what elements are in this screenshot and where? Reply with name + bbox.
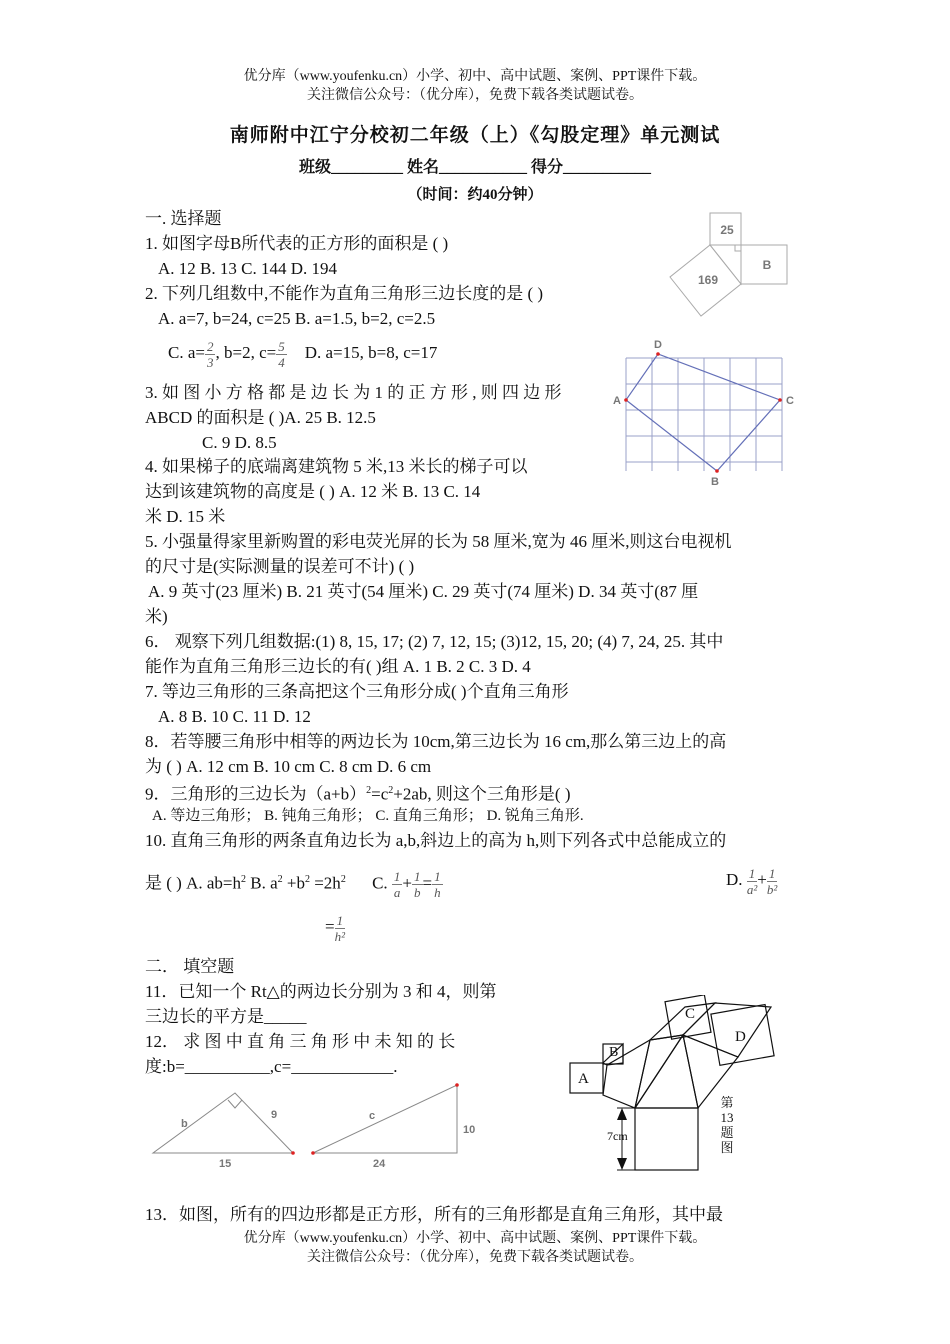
- q10-option-d-rhs: = $\frac{1}{\text{h²}}$: [325, 912, 346, 944]
- fig13-label-d: D: [735, 1029, 746, 1045]
- header-line-1: 优分库（www.youfenku.cn）小学、初中、高中试题、案例、PPT课件下载。: [243, 69, 707, 84]
- q4-line-1: 4. 如果梯子的底端离建筑物 5 米,13 米长的梯子可以: [145, 457, 528, 476]
- fig3-label-d: D: [654, 339, 662, 351]
- fig1-label-25: 25: [720, 223, 734, 237]
- q9-line-2: A. 等边三角形； B. 钝角三角形； C. 直角三角形； D. 锐角三角形.: [152, 808, 584, 824]
- q3-grid-figure: [608, 336, 803, 491]
- q6-line-1: 6． 观察下列几组数据:(1) 8, 15, 17; (2) 7, 12, 15; (3)12, 15, 20; (4) 7, 24, 25. 其中: [145, 632, 724, 651]
- q4-line-3: 米 D. 15 米: [145, 507, 226, 526]
- q5-line-2: 的尺寸是(实际测量的误差可不计) ( ): [145, 557, 415, 576]
- fig12-label-b: b: [181, 1118, 188, 1130]
- q12-triangles-figure: [145, 1080, 485, 1175]
- fig13-length-label: 7cm: [607, 1129, 628, 1143]
- fig12-label-24: 24: [373, 1158, 386, 1170]
- q4-line-2: 达到该建筑物的高度是 ( ) A. 12 米 B. 13 C. 14: [145, 482, 481, 501]
- header-line-2: 关注微信公众号：（优分库），免费下载各类试题试卷。: [307, 88, 643, 103]
- fig3-label-c: C: [786, 395, 794, 407]
- fig3-label-b: B: [711, 476, 719, 488]
- footer-line-2: 关注微信公众号：（优分库），免费下载各类试题试卷。: [307, 1250, 643, 1265]
- fig12-label-c: c: [369, 1110, 376, 1122]
- fig13-label-a: A: [578, 1071, 589, 1087]
- time-limit: （时间：约40分钟）: [407, 187, 543, 203]
- fig1-label-169: 169: [697, 273, 719, 287]
- q5-line-1: 5. 小强量得家里新购置的彩电荧光屏的长为 58 厘米,宽为 46 厘米,则这台电视机: [145, 532, 732, 551]
- q6-line-2: 能作为直角三角形三边长的有( )组 A. 1 B. 2 C. 3 D. 4: [145, 657, 531, 676]
- fig13-caption: 第13题图: [720, 1095, 734, 1155]
- q13-line-1: 13．如图，所有的四边形都是正方形，所有的三角形都是直角三角形，其中最: [145, 1205, 723, 1224]
- q13-pythagoras-tree-figure: [565, 995, 795, 1175]
- q3-line-1: 3. 如 图 小 方 格 都 是 边 长 为 1 的 正 方 形 , 则 四 边 形: [145, 383, 562, 402]
- q7-line-1: 7. 等边三角形的三条高把这个三角形分成( )个直角三角形: [145, 682, 569, 701]
- fig13-label-b: B: [609, 1045, 619, 1060]
- q12-line-2: 度:b=__________,c=____________.: [145, 1057, 398, 1076]
- page-title: 南师附中江宁分校初二年级（上）《勾股定理》单元测试: [229, 125, 721, 146]
- q8-line-2: 为 ( ) A. 12 cm B. 10 cm C. 8 cm D. 6 cm: [145, 757, 432, 776]
- q8-line-1: 8．若等腰三角形中相等的两边长为 10cm,第三边长为 16 cm,那么第三边上的高: [145, 732, 727, 751]
- q10-line-2: 是 ( ) A. $ab=h^2$ B. $a^2 +b^2 =2h^2$ C. $\frac{1}{a}$ + $\frac{1}{b}$ = $\frac{1}{h}$: [145, 869, 441, 901]
- q9-line-1: 9．三角形的三边长为$(a+b)^2=c^2+2ab$, 则这个三角形是( ): [145, 784, 571, 804]
- footer-line-1: 优分库（www.youfenku.cn）小学、初中、高中试题、案例、PPT课件下载。: [243, 1231, 707, 1246]
- q11-line-2: 三边长的平方是_____: [145, 1007, 307, 1026]
- q2-options-cd: C. a= $\frac{2}{3}$ , b=2, c= $\frac{5}{4}$ D. a=15, b=8, c=17: [168, 338, 438, 370]
- q10-line-1: 10. 直角三角形的两条直角边长为 a,b,斜边上的高为 h,则下列各式中总能成立的: [145, 831, 727, 850]
- q3-line-3: C. 9 D. 8.5: [202, 433, 277, 452]
- q2-options-ab: A. a=7, b=24, c=25 B. a=1.5, b=2, c=2.5: [158, 309, 436, 328]
- fig12-label-10: 10: [463, 1124, 476, 1136]
- q1-options: A. 12 B. 13 C. 144 D. 194: [158, 259, 337, 278]
- fig1-label-b: B: [762, 258, 772, 272]
- q10-option-d: D. $\frac{1}{\text{a²}}$ + $\frac{1}{\text{b²}}$: [726, 865, 778, 897]
- q1-squares-figure: [665, 208, 805, 320]
- student-info: 班级_________ 姓名___________ 得分___________: [298, 159, 651, 176]
- q5-line-3: A. 9 英寸(23 厘米) B. 21 英寸(54 厘米) C. 29 英寸(74 厘米) D. 34 英寸(87 厘: [148, 582, 699, 601]
- q2-text: 2. 下列几组数中,不能作为直角三角形三边长度的是 ( ): [145, 284, 544, 303]
- fig13-label-c: C: [685, 1006, 696, 1022]
- fig3-label-a: A: [613, 395, 621, 407]
- fig12-label-15: 15: [219, 1158, 232, 1170]
- section-fill-title: 二． 填空题: [145, 957, 235, 976]
- q7-line-2: A. 8 B. 10 C. 11 D. 12: [158, 707, 311, 726]
- q11-line-1: 11．已知一个 Rt△的两边长分别为 3 和 4，则第: [145, 982, 497, 1001]
- q12-line-1: 12． 求 图 中 直 角 三 角 形 中 未 知 的 长: [145, 1032, 456, 1051]
- q1-text: 1. 如图字母B所代表的正方形的面积是 ( ): [145, 234, 449, 253]
- section-choice-title: 一. 选择题: [145, 209, 222, 228]
- fig12-label-9: 9: [271, 1109, 278, 1121]
- q3-line-2: ABCD 的面积是 ( )A. 25 B. 12.5: [145, 408, 376, 427]
- q5-line-4: 米): [145, 607, 168, 626]
